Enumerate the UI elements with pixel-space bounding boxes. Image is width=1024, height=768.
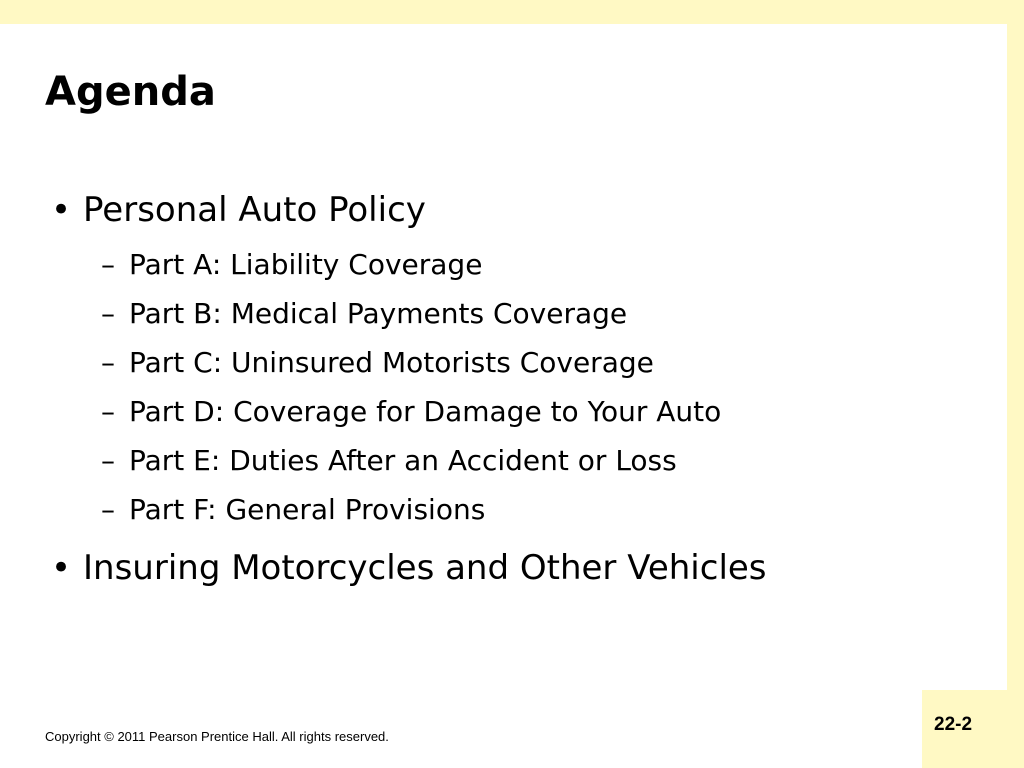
sub-item-text: Part F: General Provisions [129,493,486,526]
sub-item-text: Part D: Coverage for Damage to Your Auto [129,395,722,428]
sub-item-text: Part A: Liability Coverage [129,248,483,281]
sub-item [45,436,985,485]
bullet-dot-icon: • [51,548,72,588]
copyright-notice: Copyright © 2011 Pearson Prentice Hall. All rights reserved. [45,729,389,744]
dash-icon: – [101,444,115,477]
dash-icon: – [101,493,115,526]
dash-icon: – [101,297,115,330]
sub-list [45,240,985,534]
sub-item [45,338,985,387]
sub-item [45,289,985,338]
sub-item [45,240,985,289]
dash-icon: – [101,346,115,379]
bullet-text: Personal Auto Policy [83,190,426,230]
sub-item-text: Part C: Uninsured Motorists Coverage [129,346,654,379]
sub-item-text: Part E: Duties After an Accident or Loss [129,444,677,477]
right-accent-band [1007,0,1024,768]
slide-title: Agenda [45,69,216,115]
sub-item-text: Part B: Medical Payments Coverage [129,297,628,330]
bullet-item [45,544,985,592]
sub-item [45,387,985,436]
dash-icon: – [101,395,115,428]
bullet-item [45,186,985,234]
dash-icon: – [101,248,115,281]
bullet-text: Insuring Motorcycles and Other Vehicles [83,548,767,588]
bullet-dot-icon: • [51,190,72,230]
page-number: 22-2 [934,714,973,735]
sub-item [45,485,985,534]
top-accent-band [0,0,1024,24]
agenda-list [45,186,985,592]
